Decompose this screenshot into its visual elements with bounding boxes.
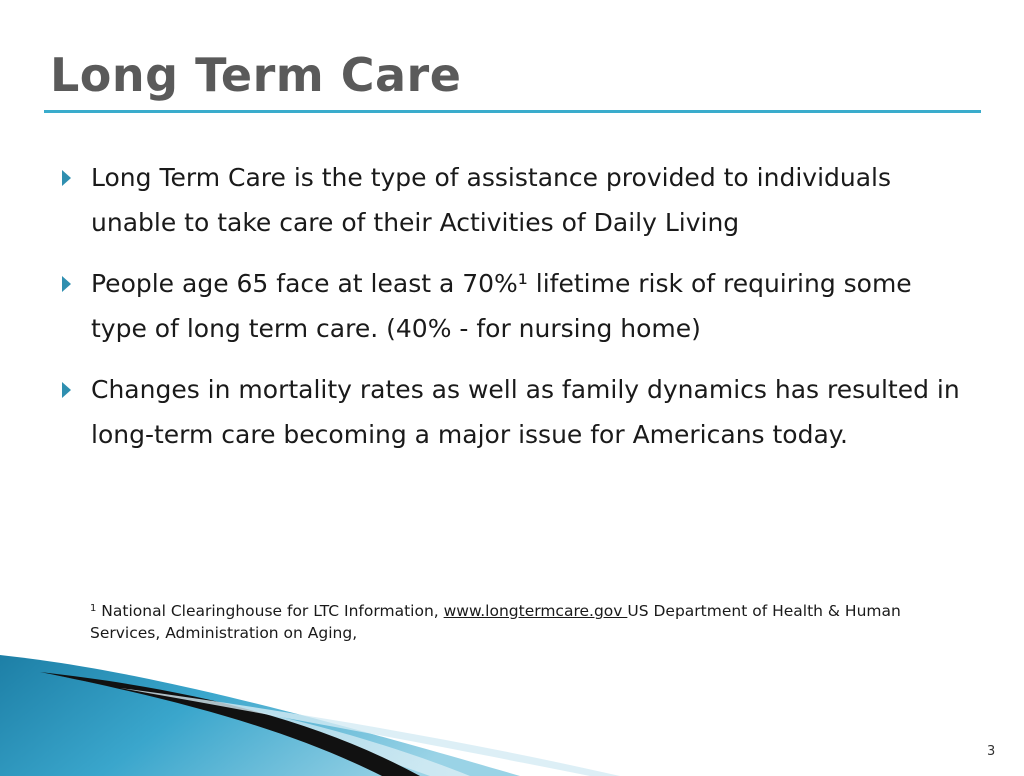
bullet-text: People age 65 face at least a 70%¹ lifetime risk of requiring some type of long term care. (40% - for nursing home) [91,269,912,343]
slide-title: Long Term Care [50,48,462,102]
footnote-link[interactable]: www.longtermcare.gov [443,602,628,620]
bullet-list [62,155,962,473]
title-divider [44,110,981,113]
page-number: 3 [987,744,996,759]
bullet-item [62,155,962,245]
bullet-item [62,261,962,351]
bullet-text: Changes in mortality rates as well as family dynamics has resulted in long-term care becoming a major issue for Americans today. [91,375,960,449]
footnote-text-after: US Department of Health & Human Services, Administration on Aging, [90,602,901,642]
bullet-text: Long Term Care is the type of assistance provided to individuals unable to take care of their Activities of Daily Living [91,163,892,237]
triangle-bullet-icon [62,382,71,398]
triangle-bullet-icon [62,276,71,292]
footnote-text-before: National Clearinghouse for LTC Information, [96,602,444,620]
bullet-item [62,367,962,457]
footnote-marker: 1 [90,603,97,614]
triangle-bullet-icon [62,170,71,186]
footnote [90,598,920,644]
